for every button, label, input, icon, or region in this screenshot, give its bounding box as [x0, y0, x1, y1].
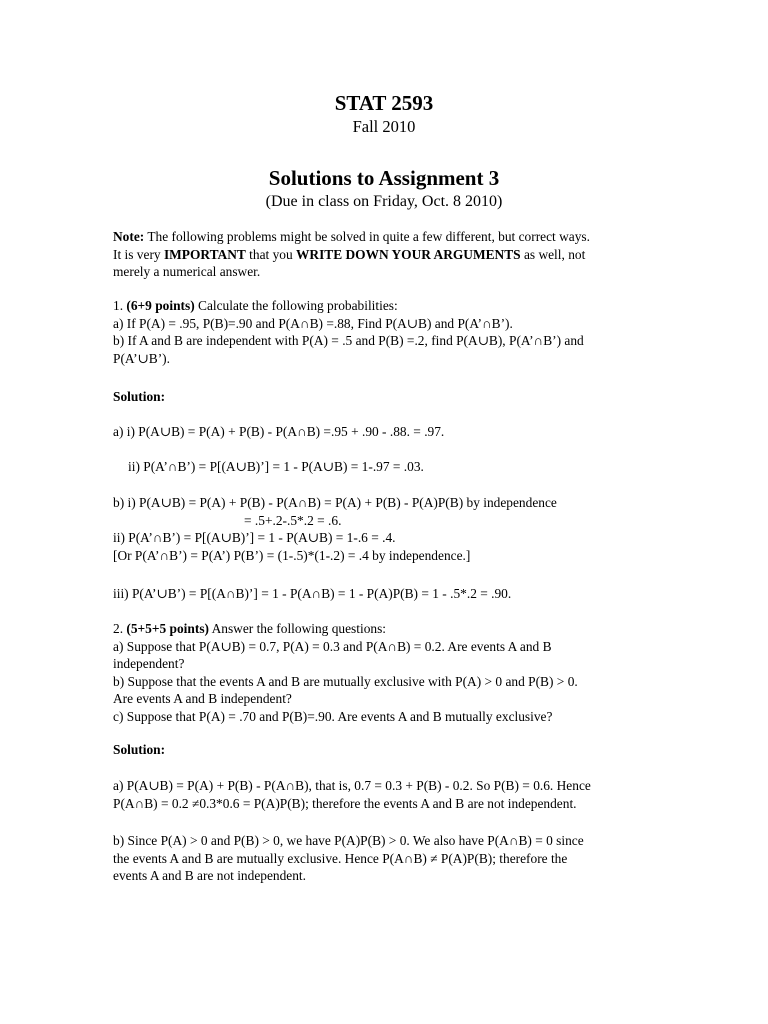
course-title: STAT 2593 — [334, 91, 434, 115]
q2-solution-a — [113, 777, 673, 812]
q2-solution-b — [113, 832, 673, 885]
q2-points: (5+5+5 points) — [126, 621, 209, 636]
q2-part-b-line-2: Are events A and B independent? — [113, 691, 292, 706]
q2-heading — [113, 620, 673, 638]
q2-solution-label — [113, 741, 673, 759]
q1-sol-b-ii: ii) P(A’∩B’) = P[(A∪B)’] = 1 - P(A∪B) = 1-.6 = .4. — [113, 530, 396, 545]
q2-sol-b-line-1: b) Since P(A) > 0 and P(B) > 0, we have P(A)P(B) > 0. We also have P(A∩B) = 0 since — [113, 833, 584, 848]
q1-sol-a-ii: ii) P(A’∩B’) = P[(A∪B)’] = 1 - P(A∪B) = 1-.97 = .03. — [128, 459, 424, 474]
note-text-2c: that you — [245, 246, 297, 262]
term-label: Fall 2010 — [352, 117, 416, 136]
note-line-3: merely a numerical answer. — [113, 264, 261, 279]
q1-part-a: a) If P(A) = .95, P(B)=.90 and P(A∩B) =.88, Find P(A∪B) and P(A’∩B’). — [113, 315, 513, 331]
q1-sol-b-i-line-1: b) i) P(A∪B) = P(A) + P(B) - P(A∩B) = P(A) + P(B) - P(A)P(B) by independence — [113, 495, 557, 510]
q2-solution-heading: Solution: — [113, 742, 166, 757]
q2-sol-a-line-1: a) P(A∪B) = P(A) + P(B) - P(A∩B), that is, 0.7 = 0.3 + P(B) - 0.2. So P(B) = 0.6. Hence — [113, 778, 591, 793]
q1-part-b-line-2: P(A’∪B’). — [113, 350, 170, 366]
question-2 — [113, 620, 673, 725]
q2-prompt: Answer the following questions: — [208, 621, 387, 636]
q1-part-b-line-1: b) If A and B are independent with P(A) = .5 and P(B) =.2, find P(A∪B), P(A’∩B’) and — [113, 333, 584, 348]
q2-part-a-line-1: a) Suppose that P(A∪B) = 0.7, P(A) = 0.3 and P(A∩B) = 0.2. Are events A and B — [113, 638, 552, 654]
q1-solution-b-iii — [113, 585, 673, 603]
note-paragraph — [113, 228, 673, 281]
q1-sol-b-i-line-2: = .5+.2-.5*.2 = .6. — [244, 512, 342, 528]
q1-points: (6+9 points) — [126, 298, 195, 313]
due-date: (Due in class on Friday, Oct. 8 2010) — [265, 193, 503, 210]
document-title: Solutions to Assignment 3 — [268, 166, 500, 190]
q2-sol-a-line-2: P(A∩B) = 0.2 ≠0.3*0.6 = P(A)P(B); therefore the events A and B are not independent. — [113, 795, 577, 811]
question-1 — [113, 297, 673, 367]
q1-solution-a-i — [113, 423, 673, 441]
note-write-down: WRITE DOWN YOUR ARGUMENTS — [296, 246, 521, 262]
q1-heading — [113, 297, 673, 315]
q1-solution-heading: Solution: — [113, 389, 166, 404]
note-label: Note: — [113, 229, 145, 244]
q2-number: 2. — [113, 621, 127, 636]
q2-sol-b-line-2: the events A and B are mutually exclusive. Hence P(A∩B) ≠ P(A)P(B); therefore the — [113, 850, 568, 866]
note-text-1: The following problems might be solved in quite a few different, but correct ways. — [144, 229, 590, 244]
q1-solution-b — [113, 494, 673, 564]
q2-part-b-line-1: b) Suppose that the events A and B are mutually exclusive with P(A) > 0 and P(B) > 0. — [113, 673, 578, 689]
note-line-1 — [113, 228, 673, 246]
note-important: IMPORTANT — [163, 246, 246, 262]
q1-number: 1. — [113, 298, 127, 313]
q1-solution-a-ii — [113, 458, 673, 476]
q2-part-c: c) Suppose that P(A) = .70 and P(B)=.90. Are events A and B mutually exclusive? — [113, 708, 553, 724]
q2-part-a-line-2: independent? — [113, 656, 185, 671]
note-line-2 — [113, 246, 673, 264]
q1-solution-label — [113, 388, 673, 406]
q1-sol-b-iii: iii) P(A’∪B’) = P[(A∩B)’] = 1 - P(A∩B) = 1 - P(A)P(B) = 1 - .5*.2 = .90. — [113, 586, 512, 601]
q1-sol-a-i: a) i) P(A∪B) = P(A) + P(B) - P(A∩B) =.95 + .90 - .88. = .97. — [113, 424, 445, 439]
q2-sol-b-line-3: events A and B are not independent. — [113, 868, 306, 883]
q1-prompt: Calculate the following probabilities: — [194, 298, 398, 313]
note-text-2e: as well, not — [520, 246, 586, 262]
q1-sol-b-alt: [Or P(A’∩B’) = P(A’) P(B’) = (1-.5)*(1-.2) = .4 by independence.] — [113, 547, 471, 563]
note-text-2a: It is very — [113, 246, 164, 262]
